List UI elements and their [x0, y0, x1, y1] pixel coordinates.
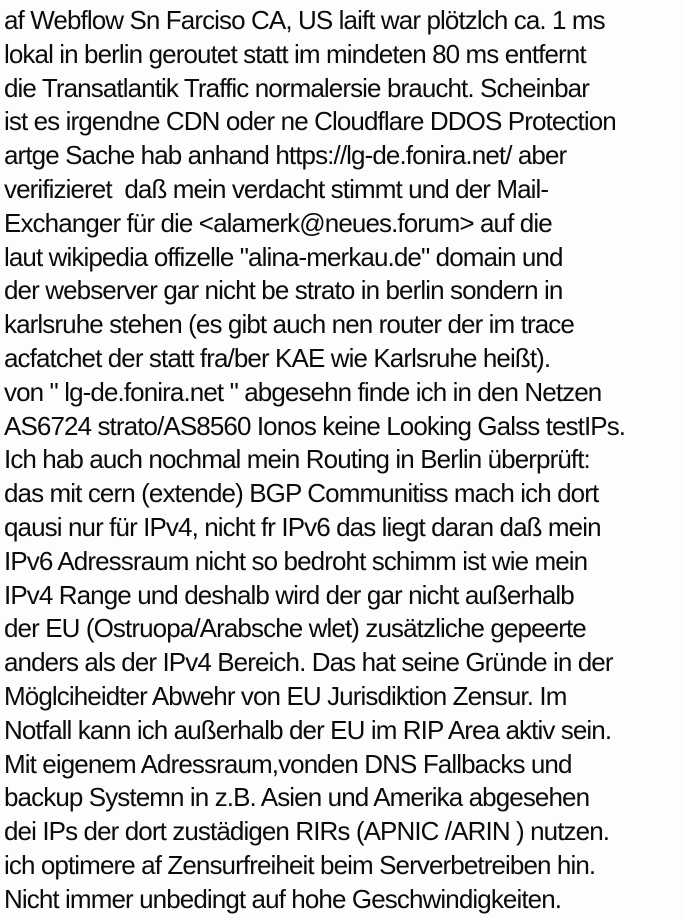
- text-line: Notfall kann ich außerhalb der EU im RIP Area aktiv sein.: [4, 714, 612, 745]
- text-line: laut wikipedia offizelle "alina-merkau.de" domain und: [4, 241, 563, 272]
- text-line: af Webflow Sn Farciso CA, US laift war plötzlch ca. 1 ms: [4, 5, 605, 35]
- text-line: IPv4 Range und deshalb wird der gar nicht außerhalb: [4, 579, 574, 610]
- text-line: IPv6 Adressraum nicht so bedroht schimm ist wie mein: [4, 545, 588, 576]
- text-line: Mit eigenem Adressraum,vonden DNS Fallbacks und: [4, 748, 572, 779]
- text-line: karlsruhe stehen (es gibt auch nen router der im trace: [4, 309, 574, 340]
- text-line: lokal in berlin geroutet statt im mindeten 80 ms entfernt: [4, 38, 586, 69]
- text-line: das mit cern (extende) BGP Communitiss mach ich dort: [4, 478, 599, 509]
- text-line: Nicht immer unbedingt auf hohe Geschwindigkeiten.: [4, 883, 562, 914]
- text-line: verifizieret daß mein verdacht stimmt und der Mail-: [4, 173, 549, 204]
- text-line: artge Sache hab anhand https://lg-de.fonira.net/ aber: [4, 140, 567, 171]
- text-line: Möglciheidter Abwehr von EU Jurisdiktion Zensur. Im: [4, 680, 567, 711]
- text-line: die Transatlantik Traffic normalersie braucht. Scheinbar: [4, 72, 589, 103]
- text-line: anders als der IPv4 Bereich. Das hat seine Gründe in der: [4, 647, 613, 678]
- text-line: von " lg-de.fonira.net " abgesehn finde ich in den Netzen: [4, 376, 602, 407]
- text-line: Exchanger für die <alamerk@neues.forum> auf die: [4, 207, 552, 238]
- text-line: ist es irgendne CDN oder ne Cloudflare DDOS Protection: [4, 106, 616, 137]
- text-line: der webserver gar nicht be strato in berlin sondern in: [4, 275, 563, 306]
- text-line: qausi nur für IPv4, nicht fr IPv6 das liegt daran daß mein: [4, 511, 601, 542]
- text-line: ich optimere af Zensurfreiheit beim Serverbetreiben hin.: [4, 849, 596, 880]
- text-line: der EU (Ostruopa/Arabsche wlet) zusätzliche gepeerte: [4, 613, 586, 644]
- text-line: dei IPs der dort zustädigen RIRs (APNIC /ARIN ) nutzen.: [4, 816, 610, 847]
- text-line: Ich hab auch nochmal mein Routing in Berlin überprüft:: [4, 444, 590, 475]
- text-line: backup Systemn in z.B. Asien und Amerika abgesehen: [4, 782, 590, 813]
- text-line: AS6724 strato/AS8560 Ionos keine Looking Galss testIPs.: [4, 410, 626, 441]
- text-line: acfatchet der statt fra/ber KAE wie Karlsruhe heißt).: [4, 342, 551, 373]
